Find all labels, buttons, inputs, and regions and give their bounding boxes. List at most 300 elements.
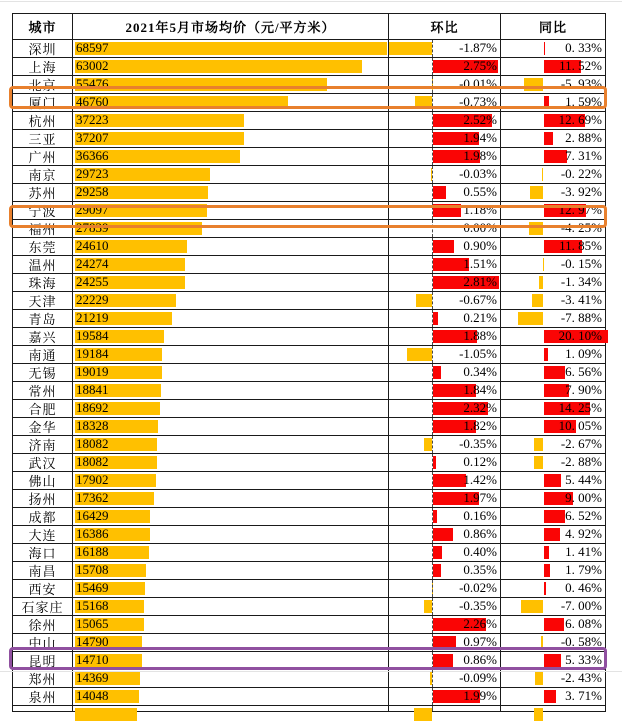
mom-bar [433,240,454,253]
mom-bar [433,456,436,469]
city-name: 西安 [13,580,72,597]
yoy-cell [501,688,605,705]
yoy-bar [534,438,543,451]
yoy-value: -2. 43% [561,670,602,686]
city-name: 福州 [13,220,72,237]
yoy-cell [501,166,605,183]
table-row [13,400,605,418]
city-name: 南通 [13,346,72,363]
header-mom: 环比 [389,14,501,39]
table-row [13,580,605,598]
city-name: 成都 [13,508,72,525]
mom-cell [389,436,501,453]
table-row [13,670,605,688]
mom-value: 2.26% [463,616,497,632]
mom-value: 1.94% [463,130,497,146]
price-cell [73,166,389,183]
price-cell [73,58,389,75]
mom-zero-axis [432,274,433,291]
yoy-bar [544,654,561,667]
yoy-bar [539,276,543,289]
mom-bar [389,42,432,55]
yoy-value: 0. 33% [565,40,602,56]
mom-value: -0.01% [459,76,497,92]
city-name: 北京 [13,76,72,93]
mom-bar [415,96,432,109]
table-row [13,508,605,526]
yoy-value: 5. 44% [565,472,602,488]
price-cell [73,202,389,219]
price-value: 36366 [76,148,109,164]
yoy-cell [501,670,605,687]
price-cell [73,598,389,615]
mom-cell [389,256,501,273]
partial-price-cell [73,706,389,711]
yoy-cell [501,346,605,363]
city-cell [13,688,73,705]
mom-value: -1.05% [459,346,497,362]
mom-zero-axis [432,202,433,219]
city-name: 杭州 [13,112,72,129]
yoy-bar [541,636,543,649]
yoy-value: -0. 15% [561,256,602,272]
city-name: 佛山 [13,472,72,489]
mom-zero-axis [432,436,433,453]
yoy-bar [530,186,543,199]
partial-mom-bar [414,708,432,721]
mom-zero-axis [432,76,433,93]
mom-zero-axis [432,364,433,381]
mom-value: 2.52% [463,112,497,128]
city-name: 珠海 [13,274,72,291]
price-cell [73,40,389,57]
yoy-value: 3. 71% [565,688,602,704]
mom-cell [389,112,501,129]
mom-value: 0.00% [463,220,497,236]
table-row [13,418,605,436]
yoy-cell [501,616,605,633]
mom-value: 1.82% [463,418,497,434]
mom-cell [389,400,501,417]
table-row [13,202,605,220]
yoy-value: 12. 97% [559,202,602,218]
yoy-bar [544,510,565,523]
mom-zero-axis [432,472,433,489]
city-name: 金华 [13,418,72,435]
city-name: 合肥 [13,400,72,417]
price-value: 37207 [76,130,109,146]
mom-zero-axis [432,94,433,111]
yoy-bar [544,366,565,379]
mom-zero-axis [432,526,433,543]
table-row [13,598,605,616]
city-name: 海口 [13,544,72,561]
yoy-bar [518,312,543,325]
yoy-value: -0. 22% [561,166,602,182]
mom-cell [389,652,501,669]
yoy-value: 6. 56% [565,364,602,380]
yoy-value: 7. 90% [565,382,602,398]
city-price-table [12,13,606,712]
mom-zero-axis [432,490,433,507]
price-value: 24255 [76,274,109,290]
city-cell [13,58,73,75]
yoy-value: -5. 93% [561,76,602,92]
city-cell [13,184,73,201]
mom-value: 0.21% [463,310,497,326]
yoy-cell [501,634,605,651]
mom-value: 0.34% [463,364,497,380]
city-cell [13,634,73,651]
price-value: 22229 [76,292,109,308]
mom-cell [389,472,501,489]
city-name: 无锡 [13,364,72,381]
city-cell [13,238,73,255]
city-cell [13,94,73,111]
yoy-cell [501,454,605,471]
yoy-value: 1. 41% [565,544,602,560]
mom-bar [407,348,432,361]
table-row [13,166,605,184]
yoy-cell [501,580,605,597]
mom-zero-axis [432,544,433,561]
yoy-value: 1. 59% [565,94,602,110]
price-value: 15708 [76,562,109,578]
city-name: 常州 [13,382,72,399]
mom-value: 0.55% [463,184,497,200]
mom-bar [433,654,453,667]
table-row [13,526,605,544]
price-value: 17902 [76,472,109,488]
yoy-cell [501,598,605,615]
mom-cell [389,670,501,687]
city-cell [13,40,73,57]
price-value: 14790 [76,634,109,650]
yoy-bar [544,474,561,487]
mom-value: 1.42% [463,472,497,488]
mom-bar [433,474,466,487]
table-row [13,274,605,292]
price-cell [73,580,389,597]
price-cell [73,220,389,237]
price-cell [73,346,389,363]
yoy-bar [544,546,549,559]
price-value: 18082 [76,436,109,452]
city-cell [13,508,73,525]
header-yoy: 同比 [501,14,605,39]
mom-cell [389,382,501,399]
city-cell [13,526,73,543]
table-row [13,652,605,670]
yoy-value: 14. 25% [559,400,602,416]
mom-value: 0.40% [463,544,497,560]
mom-value: 1.99% [463,688,497,704]
city-cell [13,400,73,417]
yoy-cell [501,112,605,129]
mom-zero-axis [432,580,433,597]
mom-bar [416,294,432,307]
table-row [13,616,605,634]
city-cell [13,490,73,507]
price-cell [73,436,389,453]
price-value: 15065 [76,616,109,632]
mom-cell [389,490,501,507]
mom-cell [389,58,501,75]
price-value: 15168 [76,598,109,614]
city-name: 三亚 [13,130,72,147]
mom-value: 0.35% [463,562,497,578]
city-cell [13,364,73,381]
yoy-cell [501,40,605,57]
mom-zero-axis [432,328,433,345]
yoy-cell [501,364,605,381]
table-row [13,292,605,310]
city-name: 温州 [13,256,72,273]
city-name: 郑州 [13,670,72,687]
price-cell [73,364,389,381]
yoy-value: -1. 34% [561,274,602,290]
mom-cell [389,310,501,327]
mom-value: -0.09% [459,670,497,686]
mom-bar [433,564,441,577]
price-value: 55476 [76,76,109,92]
price-value: 29097 [76,202,109,218]
city-name: 中山 [13,634,72,651]
price-value: 15469 [76,580,109,596]
mom-zero-axis [432,562,433,579]
mom-bar [424,600,432,613]
mom-zero-axis [432,184,433,201]
mom-cell [389,346,501,363]
city-cell [13,346,73,363]
price-cell [73,454,389,471]
yoy-bar [534,456,543,469]
yoy-cell [501,544,605,561]
city-name: 南京 [13,166,72,183]
price-cell [73,634,389,651]
city-name: 东莞 [13,238,72,255]
table-row [13,130,605,148]
yoy-value: 11. 85% [559,238,602,254]
yoy-value: -3. 41% [561,292,602,308]
price-value: 18841 [76,382,109,398]
price-value: 16429 [76,508,109,524]
table-row [13,256,605,274]
mom-zero-axis [432,652,433,669]
yoy-value: -2. 88% [561,454,602,470]
yoy-bar [535,672,543,685]
city-cell [13,310,73,327]
yoy-value: 10. 05% [559,418,602,434]
mom-zero-axis [432,40,433,57]
price-cell [73,526,389,543]
mom-value: 0.86% [463,526,497,542]
yoy-bar [544,150,567,163]
city-name: 宁波 [13,202,72,219]
city-name: 大连 [13,526,72,543]
yoy-bar [532,294,543,307]
price-value: 68597 [76,40,109,56]
yoy-value: 4. 92% [565,526,602,542]
mom-bar [433,312,438,325]
table-row [13,220,605,238]
mom-zero-axis [432,688,433,705]
yoy-cell [501,274,605,291]
city-cell [13,436,73,453]
price-value: 16188 [76,544,109,560]
mom-value: 1.98% [463,148,497,164]
table-row [13,490,605,508]
mom-cell [389,688,501,705]
mom-zero-axis [432,346,433,363]
yoy-value: 6. 52% [565,508,602,524]
price-cell [73,130,389,147]
price-value: 37223 [76,112,109,128]
page-top-border [0,1,622,2]
price-cell [73,544,389,561]
mom-value: 2.81% [463,274,497,290]
yoy-cell [501,202,605,219]
city-cell [13,580,73,597]
city-name: 石家庄 [13,598,72,615]
mom-value: 0.86% [463,652,497,668]
city-cell [13,544,73,561]
price-cell [73,292,389,309]
yoy-bar [544,348,548,361]
city-cell [13,418,73,435]
city-cell [13,148,73,165]
mom-cell [389,508,501,525]
table-row [13,382,605,400]
mom-bar [433,204,461,217]
mom-zero-axis [432,418,433,435]
price-cell [73,472,389,489]
mom-zero-axis [432,148,433,165]
table-row [13,328,605,346]
table-row [13,58,605,76]
yoy-bar [544,618,564,631]
yoy-value: 5. 33% [565,652,602,668]
table-row [13,346,605,364]
yoy-value: 20. 10% [559,328,602,344]
partial-row-clipped [13,706,605,711]
city-name: 扬州 [13,490,72,507]
mom-zero-axis [432,130,433,147]
price-value: 14710 [76,652,109,668]
mom-value: -0.03% [459,166,497,182]
mom-cell [389,364,501,381]
mom-zero-axis [432,382,433,399]
city-name: 深圳 [13,40,72,57]
mom-zero-axis [432,508,433,525]
city-name: 济南 [13,436,72,453]
city-name: 徐州 [13,616,72,633]
mom-value: -0.02% [459,580,497,596]
table-row [13,40,605,58]
city-cell [13,598,73,615]
table-row [13,76,605,94]
yoy-value: -4. 25% [561,220,602,236]
city-name: 青岛 [13,310,72,327]
mom-zero-axis [432,706,433,711]
yoy-bar [529,222,543,235]
yoy-cell [501,184,605,201]
mom-value: 2.75% [463,58,497,74]
mom-zero-axis [432,220,433,237]
table-row [13,148,605,166]
mom-cell [389,166,501,183]
price-cell [73,688,389,705]
yoy-value: 7. 31% [565,148,602,164]
yoy-cell [501,526,605,543]
table-row [13,112,605,130]
yoy-value: 11. 52% [559,58,602,74]
price-value: 29258 [76,184,109,200]
price-cell [73,400,389,417]
mom-cell [389,292,501,309]
price-cell [73,76,389,93]
mom-zero-axis [432,238,433,255]
mom-zero-axis [432,454,433,471]
yoy-value: -7. 00% [561,598,602,614]
city-name: 南昌 [13,562,72,579]
mom-cell [389,616,501,633]
city-name: 嘉兴 [13,328,72,345]
city-name: 武汉 [13,454,72,471]
mom-value: -0.35% [459,436,497,452]
yoy-value: 1. 09% [565,346,602,362]
mom-cell [389,220,501,237]
mom-value: 1.97% [463,490,497,506]
price-value: 14369 [76,670,109,686]
price-value: 18328 [76,418,109,434]
price-bar [75,60,362,73]
yoy-bar [543,258,544,271]
mom-value: 0.12% [463,454,497,470]
yoy-cell [501,256,605,273]
partial-price-bar [75,708,137,721]
price-cell [73,490,389,507]
mom-zero-axis [432,616,433,633]
mom-bar [424,438,432,451]
mom-zero-axis [432,112,433,129]
mom-cell [389,418,501,435]
city-cell [13,382,73,399]
price-value: 46760 [76,94,109,110]
price-cell [73,562,389,579]
yoy-bar [544,132,553,145]
table-row [13,238,605,256]
yoy-value: 6. 08% [565,616,602,632]
mom-zero-axis [432,634,433,651]
price-cell [73,616,389,633]
price-cell [73,382,389,399]
price-value: 27839 [76,220,109,236]
price-cell [73,418,389,435]
partial-yoy-bar [534,708,543,721]
yoy-cell [501,76,605,93]
yoy-cell [501,436,605,453]
price-cell [73,112,389,129]
table-row [13,688,605,706]
yoy-value: 2. 88% [565,130,602,146]
price-value: 18082 [76,454,109,470]
yoy-bar [544,528,560,541]
mom-value: 0.97% [463,634,497,650]
mom-zero-axis [432,400,433,417]
yoy-cell [501,130,605,147]
mom-bar [433,510,437,523]
